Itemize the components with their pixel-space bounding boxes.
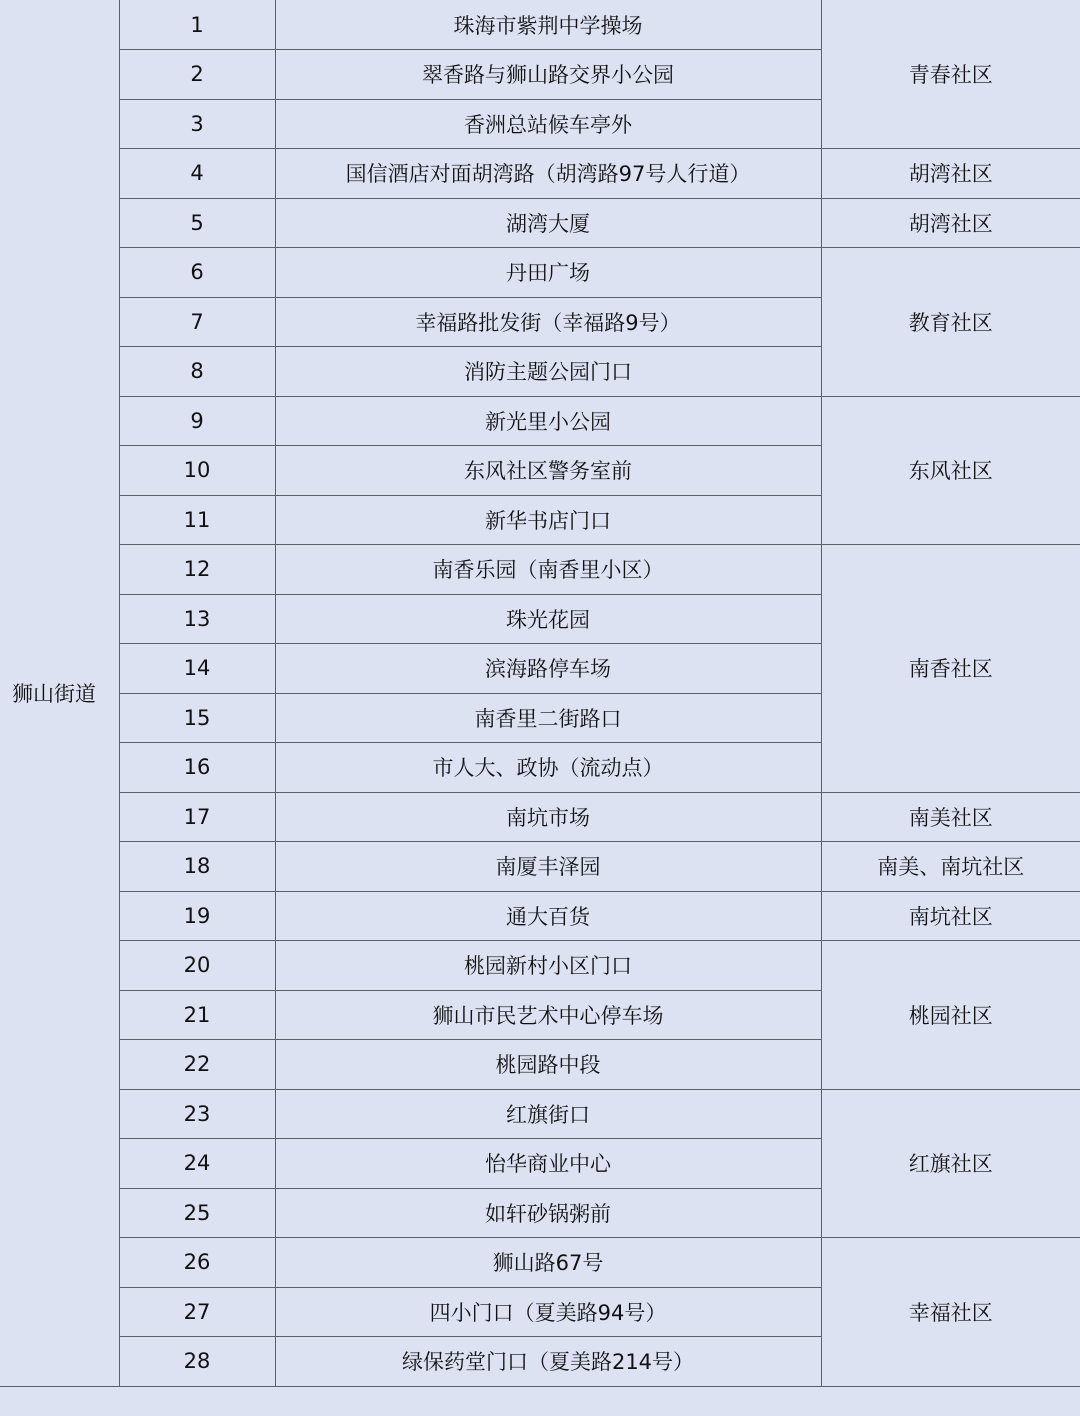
row-number-cell: 19 (119, 891, 275, 941)
community-cell: 东风社区 (821, 396, 1080, 545)
site-name-cell: 市人大、政协（流动点） (275, 743, 821, 793)
site-name-cell: 如轩砂锅粥前 (275, 1188, 821, 1238)
row-number-cell: 16 (119, 743, 275, 793)
community-cell: 红旗社区 (821, 1089, 1080, 1238)
row-number-cell: 3 (119, 99, 275, 149)
row-number-cell: 28 (119, 1337, 275, 1387)
table-row (0, 1238, 1080, 1288)
site-name-cell: 南香乐园（南香里小区） (275, 545, 821, 595)
row-number-cell: 25 (119, 1188, 275, 1238)
community-cell: 南香社区 (821, 545, 1080, 793)
site-name-cell: 南香里二街路口 (275, 693, 821, 743)
community-cell: 胡湾社区 (821, 149, 1080, 199)
community-cell: 青春社区 (821, 0, 1080, 149)
site-name-cell: 绿保药堂门口（夏美路214号） (275, 1337, 821, 1387)
site-name-cell: 新华书店门口 (275, 495, 821, 545)
table-row (0, 792, 1080, 842)
site-name-cell: 滨海路停车场 (275, 644, 821, 694)
table-row (0, 941, 1080, 991)
row-number-cell: 13 (119, 594, 275, 644)
site-name-cell: 湖湾大厦 (275, 198, 821, 248)
community-cell: 南美社区 (821, 792, 1080, 842)
table-row (0, 396, 1080, 446)
community-cell: 教育社区 (821, 248, 1080, 397)
site-name-cell: 消防主题公园门口 (275, 347, 821, 397)
street-name-cell: 狮山街道 (0, 0, 119, 1386)
site-name-cell: 狮山路67号 (275, 1238, 821, 1288)
site-name-cell: 珠海市紫荆中学操场 (275, 0, 821, 50)
table-row (0, 1089, 1080, 1139)
site-name-cell: 怡华商业中心 (275, 1139, 821, 1189)
site-name-cell: 南厦丰泽园 (275, 842, 821, 892)
row-number-cell: 14 (119, 644, 275, 694)
row-number-cell: 6 (119, 248, 275, 298)
site-name-cell: 珠光花园 (275, 594, 821, 644)
site-name-cell: 翠香路与狮山路交界小公园 (275, 50, 821, 100)
table-row (0, 149, 1080, 199)
row-number-cell: 15 (119, 693, 275, 743)
row-number-cell: 21 (119, 990, 275, 1040)
site-name-cell: 国信酒店对面胡湾路（胡湾路97号人行道） (275, 149, 821, 199)
row-number-cell: 8 (119, 347, 275, 397)
table-row (0, 545, 1080, 595)
row-number-cell: 11 (119, 495, 275, 545)
row-number-cell: 1 (119, 0, 275, 50)
row-number-cell: 22 (119, 1040, 275, 1090)
site-name-cell: 新光里小公园 (275, 396, 821, 446)
row-number-cell: 20 (119, 941, 275, 991)
row-number-cell: 9 (119, 396, 275, 446)
table-row (0, 0, 1080, 50)
row-number-cell: 12 (119, 545, 275, 595)
row-number-cell: 4 (119, 149, 275, 199)
site-name-cell: 南坑市场 (275, 792, 821, 842)
site-name-cell: 狮山市民艺术中心停车场 (275, 990, 821, 1040)
site-name-cell: 桃园路中段 (275, 1040, 821, 1090)
site-name-cell: 香洲总站候车亭外 (275, 99, 821, 149)
table-row (0, 248, 1080, 298)
site-name-cell: 桃园新村小区门口 (275, 941, 821, 991)
row-number-cell: 18 (119, 842, 275, 892)
site-name-cell: 通大百货 (275, 891, 821, 941)
row-number-cell: 7 (119, 297, 275, 347)
row-number-cell: 10 (119, 446, 275, 496)
site-name-cell: 红旗街口 (275, 1089, 821, 1139)
row-number-cell: 27 (119, 1287, 275, 1337)
site-name-cell: 幸福路批发街（幸福路9号） (275, 297, 821, 347)
site-name-cell: 丹田广场 (275, 248, 821, 298)
community-cell: 幸福社区 (821, 1238, 1080, 1387)
site-name-cell: 东风社区警务室前 (275, 446, 821, 496)
row-number-cell: 26 (119, 1238, 275, 1288)
row-number-cell: 24 (119, 1139, 275, 1189)
community-cell: 南坑社区 (821, 891, 1080, 941)
community-cell: 南美、南坑社区 (821, 842, 1080, 892)
table-row (0, 891, 1080, 941)
row-number-cell: 5 (119, 198, 275, 248)
row-number-cell: 2 (119, 50, 275, 100)
site-name-cell: 四小门口（夏美路94号） (275, 1287, 821, 1337)
table-row (0, 842, 1080, 892)
community-cell: 桃园社区 (821, 941, 1080, 1090)
community-cell: 胡湾社区 (821, 198, 1080, 248)
row-number-cell: 23 (119, 1089, 275, 1139)
row-number-cell: 17 (119, 792, 275, 842)
table-row (0, 198, 1080, 248)
